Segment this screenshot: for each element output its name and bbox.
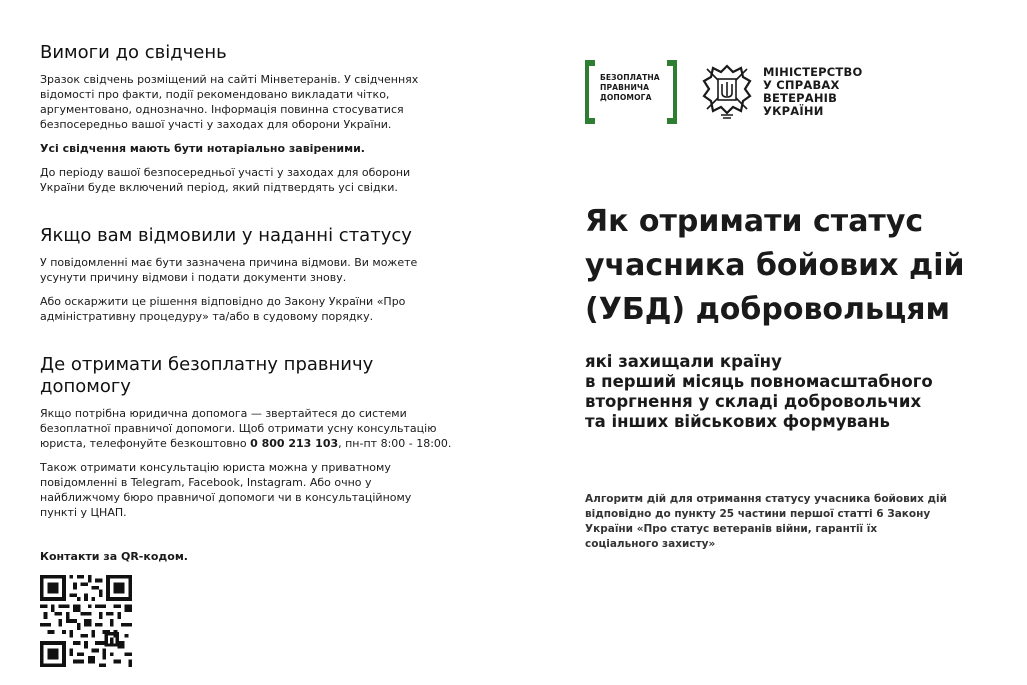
ministry-name [763, 66, 862, 118]
line: МІНІСТЕРСТВО [763, 65, 863, 79]
line: безпосередньо вашої участі у заходах для оборони України. [40, 118, 392, 131]
line: (УБД) добровольцям [585, 292, 951, 327]
line: усунути причину відмови і подати документи знову. [40, 271, 347, 284]
line: учасника бойових дій [585, 248, 965, 283]
line: аргументовано, однозначно. Інформація повинна стосуватися [40, 103, 404, 116]
legal-aid-text [40, 406, 480, 451]
line: Де отримати безоплатну правничу [40, 354, 374, 375]
refusal-title: Якщо вам відмовили у наданні статусу [40, 225, 412, 246]
logos-row [585, 60, 995, 124]
period-text [40, 165, 480, 195]
requirements-section [40, 42, 480, 195]
line: ВЕТЕРАНІВ [763, 91, 838, 105]
algorithm-note [585, 492, 995, 552]
legal-aid-section [40, 354, 480, 520]
line: відповідно до пункту 25 частини першої статті 6 Закону [585, 508, 931, 520]
line: Якщо потрібна юридична допомога — звертайтеся до системи [40, 407, 407, 420]
line: Зразок свідчень розміщений на сайті Мінветеранів. У свідченнях [40, 73, 419, 86]
requirements-title: Вимоги до свідчень [40, 42, 227, 63]
line: пункті у ЦНАП. [40, 506, 127, 519]
free-legal-aid-logo-icon [585, 60, 677, 124]
line: До періоду вашої безпосередньої участі у заходах для оборони [40, 166, 411, 179]
line: України буде включений період, який підтвердять усі свідки. [40, 181, 398, 194]
line: УКРАЇНИ [763, 104, 824, 118]
requirements-text [40, 72, 480, 132]
line: відомості про факти, події рекомендовано викладати чітко, [40, 88, 390, 101]
consultation-text [40, 460, 480, 520]
line: БЕЗОПЛАТНА [600, 73, 660, 82]
line: Або оскаржити це рішення відповідно до Закону України «Про [40, 295, 406, 308]
left-column [40, 42, 480, 667]
qr-code-icon[interactable] [40, 575, 132, 667]
phone-number[interactable]: 0 800 213 103 [250, 437, 339, 450]
contacts-label: Контакти за QR-кодом. [40, 550, 188, 563]
main-title [585, 200, 995, 332]
line: вторгнення у складі добровольчих [585, 392, 922, 411]
line: Як отримати статус [585, 204, 924, 239]
line: ДОПОМОГА [600, 93, 652, 102]
line: які захищали країну [585, 352, 782, 371]
line: безоплатної правничої допомоги. Щоб отримати усну консультацію [40, 422, 437, 435]
line: адміністративну процедуру» та/або в судовому порядку. [40, 310, 374, 323]
free-legal-aid-text [600, 73, 660, 103]
hours: , пн-пт 8:00 - 18:00. [338, 437, 452, 450]
refusal-section [40, 225, 480, 324]
appeal-text [40, 294, 480, 324]
subtitle [585, 352, 995, 432]
line: юриста, телефонуйте безкоштовно [40, 437, 251, 450]
line: найближчому бюро правничої допомоги чи в консультаційному [40, 491, 412, 504]
line: У СПРАВАХ [763, 78, 840, 92]
line: та інших військових формувань [585, 412, 890, 431]
line: Також отримати консультацію юриста можна у приватному [40, 461, 391, 474]
right-column [585, 60, 995, 552]
refusal-text [40, 255, 480, 285]
line: України «Про статус ветеранів війни, гарантії їх [585, 523, 878, 535]
line: допомогу [40, 376, 131, 397]
line: повідомленні в Telegram, Facebook, Instagram. Або очно у [40, 476, 372, 489]
line: соціального захисту» [585, 538, 716, 550]
line: У повідомленні має бути зазначена причина відмови. Ви можете [40, 256, 418, 269]
line: Алгоритм дій для отримання статусу учасника бойових дій [585, 493, 947, 505]
line: ПРАВНИЧА [600, 83, 650, 92]
notary-note: Усі свідчення мають бути нотаріально завіреними. [40, 142, 365, 155]
line: в перший місяць повномасштабного [585, 372, 933, 391]
ministry-emblem-icon [701, 63, 753, 121]
legal-aid-title [40, 354, 480, 398]
